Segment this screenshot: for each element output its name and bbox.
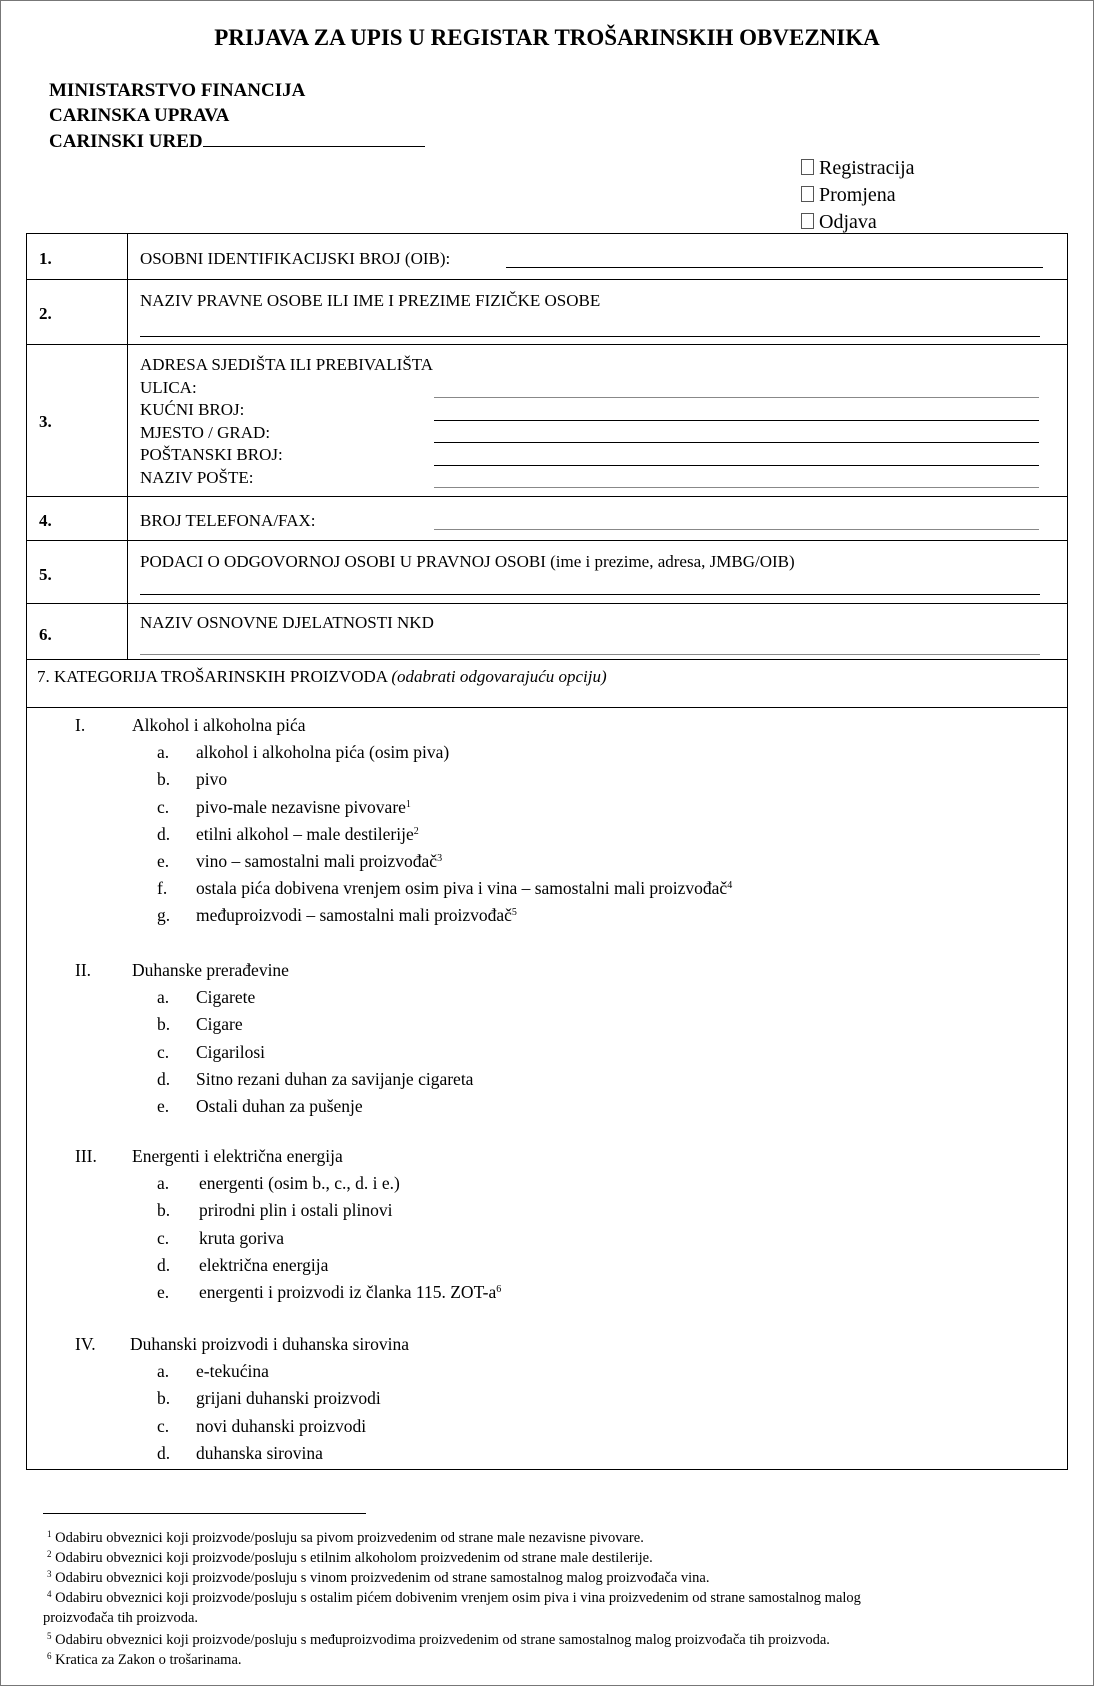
checkbox-promjena[interactable] (801, 185, 896, 205)
street-label: ULICA: (140, 378, 197, 397)
option-label: Cigarilosi (196, 1041, 266, 1062)
option-text (196, 1068, 474, 1089)
option-letter: d. (157, 1068, 171, 1089)
category-heading (37, 668, 607, 685)
option-label: kruta goriva (199, 1227, 285, 1248)
footnote-ref: 2 (413, 825, 419, 837)
customs-administration: CARINSKA UPRAVA (49, 105, 230, 126)
row-divider (26, 540, 1068, 541)
category-option[interactable] (157, 878, 733, 899)
option-letter: g. (157, 905, 171, 926)
row-number: 2. (39, 304, 52, 323)
row-number: 3. (39, 412, 52, 431)
option-letter: d. (157, 1442, 171, 1463)
option-letter: e. (157, 1282, 170, 1302)
ministry-name: MINISTARSTVO FINANCIJA (49, 80, 306, 101)
category-option[interactable] (157, 1361, 269, 1382)
option-text (196, 823, 419, 844)
footnote-ref: 3 (437, 853, 443, 864)
option-text (196, 1415, 367, 1436)
category-option[interactable] (157, 769, 228, 790)
checkbox-label: Registracija (819, 157, 915, 179)
footnote-number: 5 (47, 1631, 52, 1641)
responsible-person-field[interactable] (140, 594, 1040, 595)
checkbox-icon[interactable] (801, 186, 814, 202)
category-option[interactable] (157, 742, 450, 763)
category-option[interactable] (157, 1173, 400, 1194)
footnote-number: 3 (47, 1569, 52, 1579)
option-label: ostala pića dobivena vrenjem osim piva i vina – samostalni mali proizvođač (196, 878, 728, 899)
option-letter: b. (157, 769, 171, 790)
footnote-text: Odabiru obveznici koji proizvode/posluju s međuproizvodima proizvedenim od strane samostalnog malog proizvođača tih proizvoda. (55, 1632, 830, 1648)
footnote (47, 1632, 830, 1648)
row-divider (26, 344, 1068, 345)
option-text (199, 1175, 400, 1193)
row-number: 5. (39, 565, 52, 584)
option-label: Sitno rezani duhan za savijanje cigareta (196, 1068, 474, 1089)
option-label: međuproizvodi – samostalni mali proizvođač (196, 905, 512, 926)
option-label: novi duhanski proizvodi (196, 1415, 367, 1436)
option-letter: c. (157, 1227, 170, 1248)
option-label: vino – samostalni mali proizvođač (196, 851, 438, 871)
category-option[interactable] (157, 1041, 266, 1062)
footnote (47, 1550, 653, 1566)
row-divider (26, 496, 1068, 497)
category-option[interactable] (157, 1282, 502, 1302)
postal-code-field[interactable] (434, 465, 1039, 466)
option-text (196, 744, 449, 762)
option-letter: c. (157, 1415, 170, 1436)
option-text (196, 1041, 266, 1062)
footnote-text: Odabiru obveznici koji proizvode/posluju sa pivom proizvedenim od strane male nezavisne pivovare. (55, 1530, 644, 1546)
checkbox-icon[interactable] (801, 159, 814, 175)
row-divider (26, 279, 1068, 280)
footnote-number: 2 (47, 1549, 52, 1559)
activity-field[interactable] (140, 654, 1040, 655)
phone-field[interactable] (434, 529, 1039, 530)
option-letter: b. (157, 1388, 171, 1409)
post-office-label: NAZIV POŠTE: (140, 468, 254, 487)
category-heading-4 (75, 1336, 96, 1354)
address-label: ADRESA SJEDIŠTA ILI PREBIVALIŠTA (140, 355, 434, 374)
category-option[interactable] (157, 1388, 381, 1409)
city-field[interactable] (434, 442, 1039, 443)
footnote-ref: 6 (496, 1284, 502, 1295)
phone-label: BROJ TELEFONA/FAX: (140, 511, 316, 530)
category-option[interactable] (157, 796, 411, 817)
option-letter: a. (157, 987, 170, 1008)
option-letter: d. (157, 823, 171, 844)
category-name: Duhanske prerađevine (132, 960, 289, 980)
category-name: Duhanski proizvodi i duhanska sirovina (130, 1334, 409, 1354)
name-label: NAZIV PRAVNE OSOBE ILI IME I PREZIME FIZIČKE OSOBE (140, 291, 601, 310)
category-option[interactable] (157, 987, 256, 1008)
category-option[interactable] (157, 851, 443, 871)
footnote-text: Odabiru obveznici koji proizvode/posluju s etilnim alkoholom proizvedenim od strane male destilerije. (55, 1550, 653, 1566)
category-option[interactable] (157, 1200, 393, 1221)
footnote (47, 1590, 861, 1606)
row-number: 6. (39, 625, 52, 644)
option-text (196, 1363, 269, 1381)
option-label: Ostali duhan za pušenje (196, 1096, 363, 1116)
category-hint: (odabrati odgovarajuću opciju) (391, 667, 607, 686)
option-text (199, 1227, 285, 1248)
option-letter: f. (157, 878, 168, 899)
option-letter: e. (157, 851, 170, 871)
option-letter: a. (157, 1361, 170, 1382)
category-heading-1 (75, 717, 85, 735)
option-label: alkohol i alkoholna pića (osim piva) (196, 742, 450, 763)
option-text (196, 853, 442, 871)
category-option[interactable] (157, 1096, 363, 1116)
category-roman: II. (75, 960, 92, 980)
category-option[interactable] (157, 1227, 285, 1248)
row-divider (26, 659, 1068, 660)
option-label: etilni alkohol – male destilerije (196, 823, 414, 844)
option-letter: a. (157, 1173, 170, 1194)
option-label: Cigarete (196, 987, 256, 1008)
row-divider (26, 603, 1068, 604)
option-text (196, 771, 227, 789)
checkbox-registracija[interactable] (801, 158, 915, 178)
footnote-number: 1 (47, 1529, 52, 1539)
option-text (196, 796, 411, 817)
footnote (47, 1570, 710, 1586)
checkbox-label: Promjena (819, 184, 896, 206)
footnote-number: 4 (47, 1589, 52, 1599)
house-number-field[interactable] (434, 420, 1039, 421)
category-option[interactable] (157, 1254, 329, 1275)
row-number: 1. (39, 249, 52, 268)
footnote-text: Odabiru obveznici koji proizvode/posluju s vinom proizvedenim od strane samostalnog malog proizvođača vina. (55, 1570, 710, 1586)
footnote-text: Kratica za Zakon o trošarinama. (55, 1652, 242, 1668)
category-name: Alkohol i alkoholna pića (132, 715, 306, 735)
name-field[interactable] (140, 336, 1040, 337)
footnote (47, 1530, 644, 1546)
category-option[interactable] (157, 1442, 323, 1463)
option-letter: b. (157, 1014, 171, 1035)
footnote-ref: 4 (727, 880, 733, 892)
customs-office-text: CARINSKI URED (49, 131, 203, 152)
option-letter: b. (157, 1200, 171, 1221)
form-title: PRIJAVA ZA UPIS U REGISTAR TROŠARINSKIH OBVEZNIKA (214, 25, 880, 50)
option-text (196, 989, 255, 1007)
checkbox-icon[interactable] (801, 213, 814, 229)
footnote-text: Odabiru obveznici koji proizvode/posluju s ostalim pićem dobivenim vrenjem osim piva i vina proizvedenim od strane samostalnog malog (55, 1590, 861, 1606)
option-letter: d. (157, 1254, 171, 1275)
option-label: prirodni plin i ostali plinovi (199, 1200, 393, 1221)
option-label: grijani duhanski proizvodi (196, 1388, 381, 1409)
oib-label: OSOBNI IDENTIFIKACIJSKI BROJ (OIB): (140, 249, 451, 268)
category-heading-3 (75, 1148, 97, 1166)
option-text (199, 1284, 501, 1302)
column-divider (127, 233, 128, 659)
footnote (47, 1652, 242, 1668)
option-label: pivo-male nezavisne pivovare (196, 796, 406, 817)
customs-office-label (49, 132, 425, 151)
option-label: duhanska sirovina (196, 1442, 323, 1463)
option-letter: a. (157, 742, 170, 763)
option-label: pivo (196, 769, 228, 790)
footnote-ref: 5 (511, 907, 517, 919)
option-text (196, 1390, 381, 1408)
category-roman: III. (75, 1146, 97, 1166)
customs-office-field[interactable] (203, 146, 425, 147)
responsible-person-label: PODACI O ODGOVORNOJ OSOBI U PRAVNOJ OSOBI (ime i prezime, adresa, JMBG/OIB) (140, 552, 795, 571)
category-heading-2 (75, 962, 91, 980)
option-text (196, 1098, 363, 1116)
category-option[interactable] (157, 1014, 243, 1035)
footnote-number: 6 (47, 1651, 52, 1661)
house-number-label: KUĆNI BROJ: (140, 400, 245, 419)
post-office-field[interactable] (434, 487, 1039, 488)
oib-field[interactable] (506, 267, 1043, 268)
option-label: energenti i proizvodi iz članka 115. ZOT-a (199, 1282, 497, 1302)
checkbox-label: Odjava (819, 211, 877, 233)
option-letter: e. (157, 1096, 170, 1116)
option-text (196, 1442, 323, 1463)
row-divider (26, 707, 1068, 708)
option-label: električna energija (199, 1254, 329, 1275)
category-name: Energenti i električna energija (132, 1146, 343, 1166)
category-roman: IV. (75, 1334, 96, 1354)
category-option[interactable] (157, 1415, 367, 1436)
option-text (196, 1016, 243, 1034)
footnote-ref: 1 (405, 798, 411, 810)
category-heading-text: 7. KATEGORIJA TROŠARINSKIH PROIZVODA (37, 667, 392, 686)
city-label: MJESTO / GRAD: (140, 423, 271, 442)
option-text (196, 907, 517, 925)
option-text (199, 1202, 392, 1220)
category-option[interactable] (157, 823, 419, 844)
option-label: Cigare (196, 1014, 243, 1035)
option-text (196, 880, 732, 898)
activity-label: NAZIV OSNOVNE DJELATNOSTI NKD (140, 613, 434, 632)
category-option[interactable] (157, 1068, 474, 1089)
option-label: e-tekućina (196, 1361, 269, 1382)
option-text (199, 1254, 329, 1275)
option-letter: c. (157, 1041, 170, 1062)
option-label: energenti (osim b., c., d. i e.) (199, 1173, 400, 1194)
footnote-separator (43, 1513, 366, 1514)
checkbox-odjava[interactable] (801, 212, 877, 232)
category-option[interactable] (157, 905, 517, 926)
street-field[interactable] (434, 397, 1039, 398)
postal-code-label: POŠTANSKI BROJ: (140, 445, 283, 464)
category-roman: I. (75, 715, 86, 735)
row-number: 4. (39, 511, 52, 530)
footnote-continuation: proizvođača tih proizvoda. (43, 1610, 199, 1626)
option-letter: c. (157, 796, 170, 817)
